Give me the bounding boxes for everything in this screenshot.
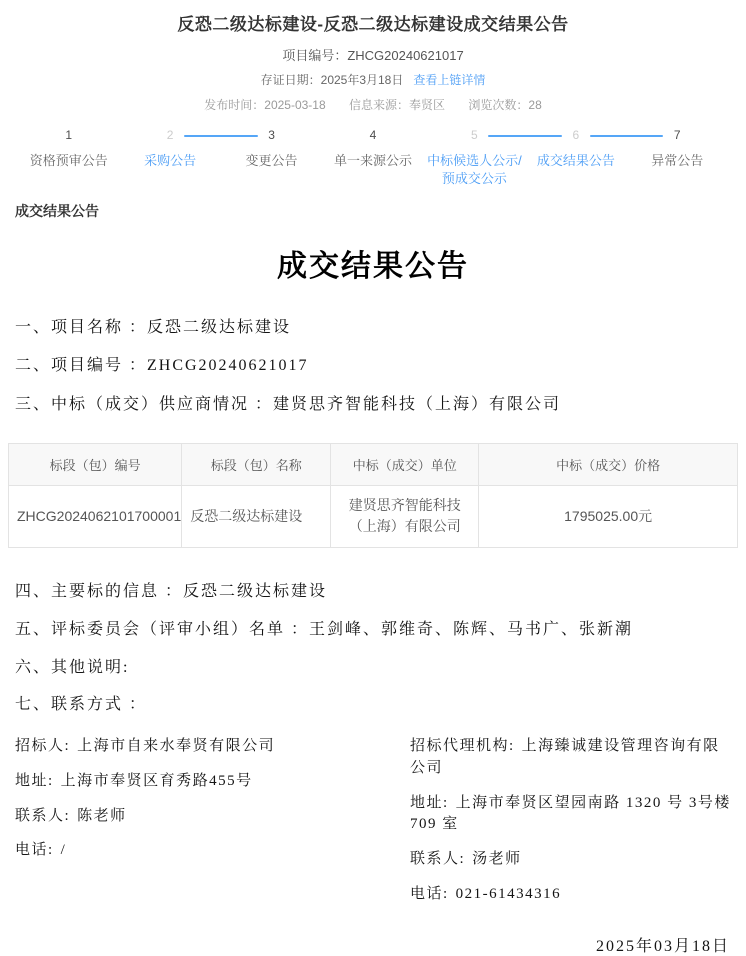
tenderer-phone: 电话: / bbox=[15, 842, 67, 859]
info-source: 信息来源：奉贤区 bbox=[349, 98, 446, 112]
step-item-change bbox=[221, 128, 322, 188]
step-number: 6 bbox=[525, 128, 626, 143]
agency-contact-person: 联系人: 汤老师 bbox=[410, 851, 522, 868]
column-header-winning-price: 中标（成交）价格 bbox=[479, 443, 738, 485]
cert-date-label: 存证日期： bbox=[260, 73, 321, 87]
step-item-abnormal bbox=[627, 128, 728, 188]
project-number-value: ZHCG20240621017 bbox=[347, 48, 464, 63]
section-evaluation-committee: 五、评标委员会（评审小组）名单 ：王剑峰、郭维奇、陈辉、马书广、张新潮 bbox=[15, 620, 634, 638]
section-contact-info: 七、联系方式 ： bbox=[15, 696, 148, 714]
step-number: 5 bbox=[424, 128, 525, 143]
step-label-result[interactable]: 成交结果公告 bbox=[536, 153, 615, 168]
step-label-abnormal: 异常公告 bbox=[651, 153, 704, 168]
step-item-candidate bbox=[424, 128, 525, 188]
table-header-row bbox=[9, 443, 738, 485]
section-project-number: 二、项目编号 ：ZHCG20240621017 bbox=[15, 357, 309, 375]
cell-winning-unit: 建贤思齐智能科技（上海）有限公司 bbox=[331, 485, 479, 547]
step-label-procurement[interactable]: 采购公告 bbox=[144, 153, 197, 168]
announcement-date: 2025年03月18日 bbox=[595, 937, 730, 955]
publish-meta-line bbox=[0, 96, 746, 113]
cell-lot-number: ZHCG2024062101700001 bbox=[9, 485, 182, 547]
step-label-candidate[interactable]: 中标候选人公示/预成交公示 bbox=[427, 153, 522, 186]
column-header-winning-unit: 中标（成交）单位 bbox=[331, 443, 479, 485]
announcement-title: 成交结果公告 bbox=[277, 249, 469, 283]
tenderer-address: 地址: 上海市奉贤区育秀路455号 bbox=[15, 772, 253, 789]
tenderer-contact-person: 联系人: 陈老师 bbox=[15, 807, 127, 824]
section-breadcrumb: 成交结果公告 bbox=[15, 202, 99, 219]
cert-date-line bbox=[0, 71, 746, 88]
tenderer-name: 招标人: 上海市自来水奉贤有限公司 bbox=[15, 738, 276, 755]
table-row bbox=[9, 485, 738, 547]
tenderer-contact-column bbox=[15, 736, 410, 919]
agency-phone: 电话: 021-61434316 bbox=[410, 885, 562, 902]
step-item-result bbox=[525, 128, 626, 188]
agency-address: 地址: 上海市奉贤区望园南路 1320 号 3号楼 709 室 bbox=[410, 794, 731, 833]
cell-lot-name: 反恐二级达标建设 bbox=[182, 485, 331, 547]
publish-time: 发布时间：2025-03-18 bbox=[204, 98, 326, 112]
announcement-step-bar bbox=[0, 128, 746, 188]
step-label-qualification: 资格预审公告 bbox=[29, 153, 108, 168]
contact-block bbox=[0, 736, 746, 919]
page-title: 反恐二级达标建设-反恐二级达标建设成交结果公告 bbox=[177, 15, 569, 34]
column-header-lot-number: 标段（包）编号 bbox=[9, 443, 182, 485]
announcement-header bbox=[0, 0, 746, 113]
step-item-qualification bbox=[18, 128, 119, 188]
project-number-line bbox=[0, 45, 746, 64]
step-label-change: 变更公告 bbox=[245, 153, 298, 168]
agency-name: 招标代理机构: 上海臻诚建设管理咨询有限公司 bbox=[410, 738, 720, 776]
agency-contact-column bbox=[410, 736, 734, 919]
section-main-subject: 四、主要标的信息 ：反恐二级达标建设 bbox=[15, 582, 328, 600]
step-number: 2 bbox=[119, 128, 220, 143]
column-header-lot-name: 标段（包）名称 bbox=[182, 443, 331, 485]
view-count: 浏览次数：28 bbox=[468, 98, 542, 112]
step-item-single-source bbox=[322, 128, 423, 188]
award-result-table bbox=[8, 443, 738, 548]
view-chain-details-link[interactable]: 查看上链详情 bbox=[413, 73, 486, 87]
step-number: 1 bbox=[65, 128, 73, 142]
step-number: 3 bbox=[268, 128, 275, 142]
cert-date-value: 2025年3月18日 bbox=[320, 73, 404, 87]
step-label-single-source: 单一来源公示 bbox=[333, 153, 412, 168]
step-number: 7 bbox=[673, 128, 681, 142]
step-number: 4 bbox=[369, 128, 377, 142]
section-winning-supplier: 三、中标（成交）供应商情况 ：建贤思齐智能科技（上海）有限公司 bbox=[15, 396, 562, 414]
section-project-name: 一、项目名称 ：反恐二级达标建设 bbox=[15, 318, 292, 336]
cell-winning-price: 1795025.00元 bbox=[479, 485, 738, 547]
step-item-procurement bbox=[119, 128, 220, 188]
section-other-notes: 六、其他说明: bbox=[15, 658, 130, 676]
project-number-label: 项目编号： bbox=[282, 48, 348, 63]
